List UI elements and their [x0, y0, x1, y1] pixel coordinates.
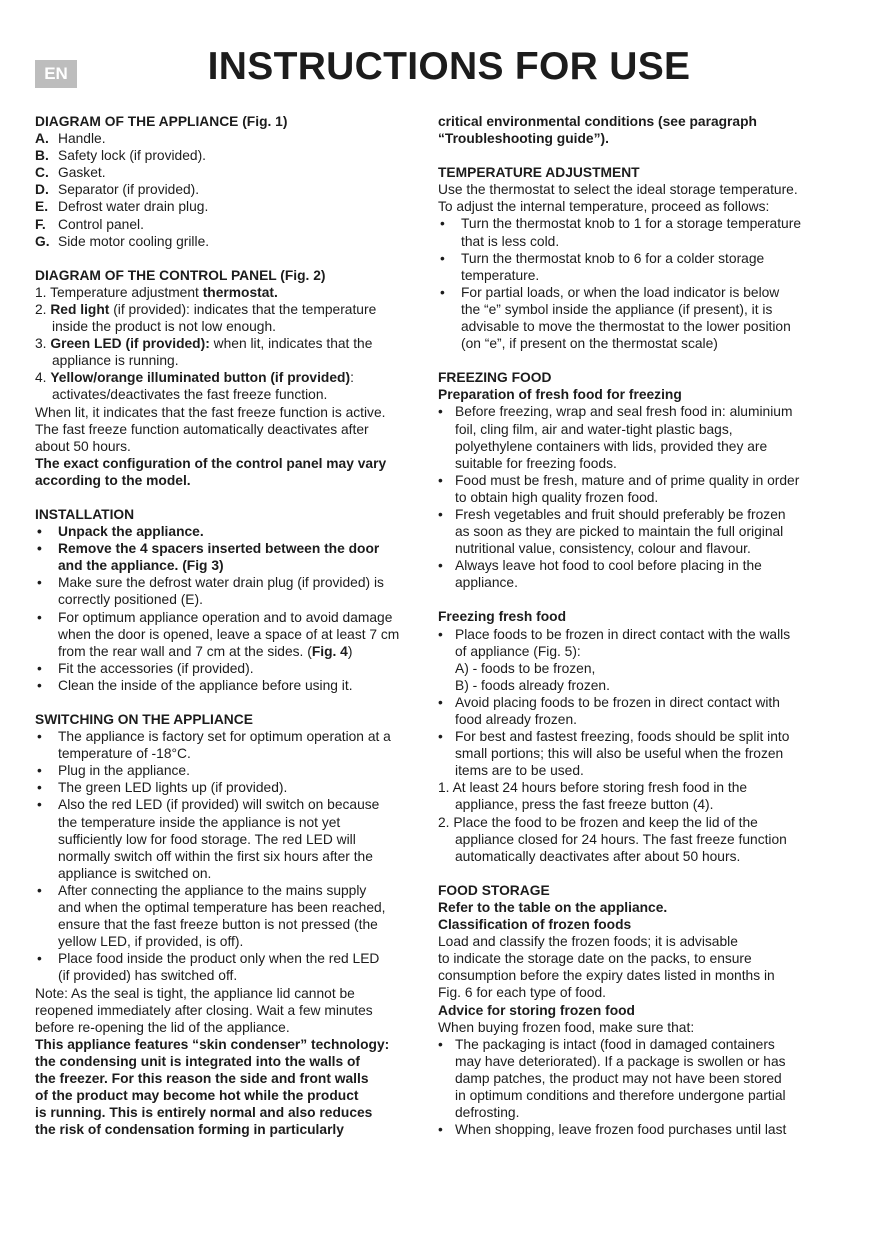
bullet-item: • Remove the 4 spacers inserted between the door and the appliance. (Fig 3) — [37, 541, 380, 574]
section-freezing-food — [438, 369, 828, 591]
section-subheading: Refer to the table on the appliance. — [438, 899, 668, 915]
paragraph-line: to indicate the storage date on the packs, to ensure — [438, 951, 752, 967]
appliance-parts-list — [35, 130, 425, 250]
bullet-item: • Make sure the defrost water drain plug (if provided) is correctly positioned (E). — [37, 575, 384, 608]
numbered-item: 2. Place the food to be frozen and keep the lid of the — [438, 814, 758, 830]
bullet-item: • Turn the thermostat knob to 1 for a storage temperature that is less cold. — [440, 216, 801, 249]
bold-note-line: is running. This is entirely normal and also reduces — [35, 1105, 373, 1121]
item-text: Safety lock (if provided). — [58, 148, 206, 164]
list-item-continuation: appliance is running. — [52, 353, 179, 369]
section-subheading: Advice for storing frozen food — [438, 1002, 635, 1018]
section-installation — [35, 506, 425, 694]
list-item — [35, 164, 425, 181]
item-text: Defrost water drain plug. — [58, 199, 209, 215]
section-freezing-fresh-food — [438, 608, 828, 864]
list-item — [35, 181, 425, 198]
item-letter: D. — [35, 182, 49, 198]
bullet-item: • For best and fastest freezing, foods should be split into small portions; this will also be useful when the frozen items are to be used. — [438, 729, 790, 779]
list-item — [35, 198, 425, 215]
section-temperature-adjustment — [438, 164, 828, 352]
section-heading: FREEZING FOOD — [438, 370, 552, 386]
section-heading: DIAGRAM OF THE APPLIANCE (Fig. 1) — [35, 114, 288, 129]
bullet-item: • Clean the inside of the appliance before using it. — [37, 677, 353, 693]
section-heading: Freezing fresh food — [438, 609, 567, 625]
section-subheading: Classification of frozen foods — [438, 917, 632, 933]
list-item: 2. Red light (if provided): indicates that the temperature — [35, 301, 377, 317]
bullet-item: • Food must be fresh, mature and of prime quality in order to obtain high quality frozen food. — [438, 472, 800, 505]
list-item-continuation: activates/deactivates the fast freeze function. — [52, 387, 328, 403]
section-heading: INSTALLATION — [35, 506, 135, 522]
bullet-item: • Avoid placing foods to be frozen in direct contact with food already frozen. — [438, 694, 780, 727]
section-heading: FOOD STORAGE — [438, 882, 550, 898]
item-text: Separator (if provided). — [58, 182, 200, 198]
note-line: Note: As the seal is tight, the appliance lid cannot be — [35, 985, 355, 1001]
item-text: Gasket. — [58, 165, 106, 181]
bold-note-line: of the product may become hot while the product — [35, 1088, 359, 1104]
note-line: reopened immediately after closing. Wait a few minutes — [35, 1002, 373, 1018]
bold-note-line: This appliance features “skin condenser” technology: — [35, 1036, 390, 1052]
language-badge: EN — [35, 60, 77, 88]
bold-note-line: the freezer. For this reason the side and front walls — [35, 1070, 369, 1086]
item-letter: F. — [35, 216, 46, 232]
bullet-item: • Place foods to be frozen in direct contact with the walls of appliance (Fig. 5): A) - foods to be frozen, B) - foods already frozen. — [438, 626, 791, 693]
list-item — [35, 147, 425, 164]
section-heading: SWITCHING ON THE APPLIANCE — [35, 712, 253, 727]
paragraph-line: Fig. 6 for each type of food. — [438, 985, 606, 1001]
right-column — [438, 113, 828, 1138]
section-heading: DIAGRAM OF THE CONTROL PANEL (Fig. 2) — [35, 267, 326, 283]
bold-note-line: “Troubleshooting guide”). — [438, 131, 609, 147]
paragraph-line: The fast freeze function automatically deactivates after — [35, 421, 369, 437]
item-letter: C. — [35, 165, 49, 181]
item-letter: G. — [35, 233, 50, 249]
list-item — [35, 216, 425, 233]
paragraph-line: consumption before the expiry dates listed in months in — [438, 968, 775, 984]
section-switching-on — [35, 711, 425, 1138]
bullet-item: • For optimum appliance operation and to avoid damage when the door is opened, leave a space of at least 7 cm from the rear wall and 7 cm at the sides. (Fig. 4) — [37, 609, 400, 659]
paragraph-line: When buying frozen food, make sure that: — [438, 1019, 695, 1035]
paragraph-line: about 50 hours. — [35, 438, 131, 454]
bullet-item: • Always leave hot food to cool before placing in the appliance. — [438, 558, 762, 591]
bullet-item: • Place food inside the product only when the red LED (if provided) has switched off. — [37, 951, 380, 984]
left-column — [35, 113, 425, 1138]
paragraph-line: Load and classify the frozen foods; it is advisable — [438, 934, 738, 950]
section-diagram-control-panel — [35, 267, 425, 489]
list-item: 4. Yellow/orange illuminated button (if provided): — [35, 370, 354, 386]
numbered-item-continuation: automatically deactivates after about 50 hours. — [455, 848, 741, 864]
bold-note-line: the risk of condensation forming in particularly — [35, 1122, 344, 1138]
section-food-storage — [438, 882, 828, 1138]
bullet-item: • After connecting the appliance to the mains supply and when the optimal temperature has been reached, ensure that the fast freeze button is not pressed (the yellow LED, if provided, is off). — [37, 882, 386, 950]
item-letter: B. — [35, 148, 49, 164]
item-text: Side motor cooling grille. — [58, 233, 210, 249]
paragraph-line: To adjust the internal temperature, proceed as follows: — [438, 199, 770, 215]
numbered-item-continuation: appliance, press the fast freeze button (4). — [455, 797, 714, 813]
paragraph-line: Use the thermostat to select the ideal storage temperature. — [438, 182, 798, 198]
bullet-item: • The appliance is factory set for optimum operation at a temperature of -18°C. — [37, 729, 391, 762]
numbered-item: 1. At least 24 hours before storing fresh food in the — [438, 780, 748, 796]
bullet-item: • Also the red LED (if provided) will switch on because the temperature inside the appliance is not yet sufficiently low for food storage. The red LED will normally switch off within the first six hours after the appliance is switched on. — [37, 797, 380, 881]
bullet-item: • Before freezing, wrap and seal fresh food in: aluminium foil, cling film, air and water-tight plastic bags, polyethylene containers with lids, provided they are suitable for freezing foods. — [438, 404, 793, 471]
item-text: Control panel. — [58, 216, 144, 232]
bold-note-line: the condensing unit is integrated into the walls of — [35, 1053, 361, 1069]
bullet-item: • When shopping, leave frozen food purchases until last — [438, 1122, 787, 1138]
page-title: INSTRUCTIONS FOR USE — [207, 45, 691, 88]
bullet-item: • Fit the accessories (if provided). — [37, 660, 254, 676]
section-heading: TEMPERATURE ADJUSTMENT — [438, 165, 640, 181]
section-subheading: Preparation of fresh food for freezing — [438, 387, 682, 403]
item-letter: E. — [35, 199, 49, 215]
bullet-item: • For partial loads, or when the load indicator is below the “e” symbol inside the appliance (if present), it is advisable to move the thermostat to the lower position (on “e”, if present on the thermostat scale) — [440, 284, 791, 352]
list-item: 3. Green LED (if provided): when lit, indicates that the — [35, 336, 373, 352]
item-text: Handle. — [58, 131, 106, 147]
bold-note-line: according to the model. — [35, 472, 191, 488]
note-line: before re-opening the lid of the appliance. — [35, 1019, 290, 1035]
bullet-item: • Fresh vegetables and fruit should preferably be frozen as soon as they are picked to maintain the full original nutritional value, consistency, colour and flavour. — [438, 506, 786, 557]
bullet-item: • The packaging is intact (food in damaged containers may have deteriorated). If a package is swollen or has damp patches, the product may not have been stored in optimum conditions and therefore undergone partial defrosting. — [438, 1036, 786, 1121]
numbered-item-continuation: appliance closed for 24 hours. The fast freeze function — [455, 831, 787, 847]
bullet-item: • Plug in the appliance. — [37, 763, 190, 779]
bullet-item: • The green LED lights up (if provided). — [37, 780, 288, 796]
list-item: 1. Temperature adjustment thermostat. — [35, 284, 278, 300]
paragraph-line: When lit, it indicates that the fast freeze function is active. — [35, 404, 386, 420]
bold-note-line: critical environmental conditions (see paragraph — [438, 114, 757, 129]
list-item — [35, 233, 425, 250]
section-diagram-appliance — [35, 113, 425, 250]
bullet-item: • Unpack the appliance. — [37, 524, 204, 540]
list-item-continuation: inside the product is not low enough. — [52, 319, 276, 335]
bold-note-line: The exact configuration of the control panel may vary — [35, 455, 387, 471]
bullet-item: • Turn the thermostat knob to 6 for a colder storage temperature. — [440, 250, 765, 283]
item-letter: A. — [35, 131, 49, 147]
list-item — [35, 130, 425, 147]
